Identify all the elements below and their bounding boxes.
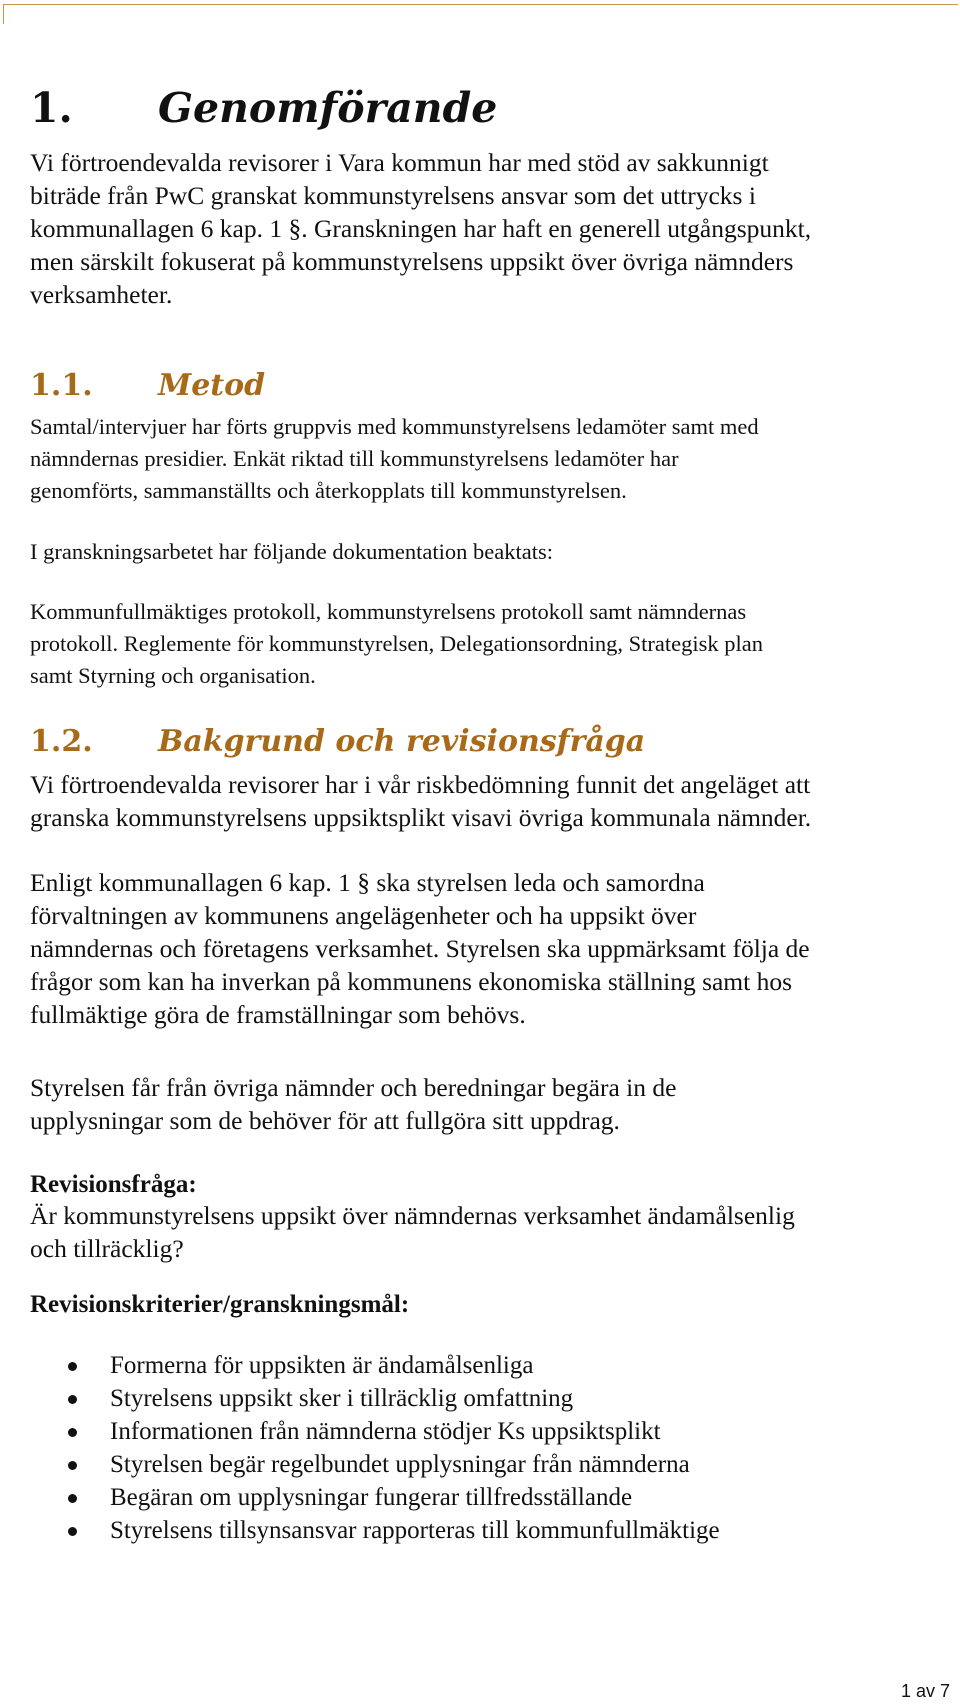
documentation-intro	[30, 536, 940, 568]
paragraph-line: men särskilt fokuserat på kommunstyrelsens uppsikt över övriga nämnders	[30, 247, 794, 276]
paragraph-line: verksamheter.	[30, 280, 173, 309]
paragraph-line: Enligt kommunallagen 6 kap. 1 § ska styrelsen leda och samordna	[30, 868, 705, 897]
criteria-item	[30, 1448, 940, 1481]
paragraph-line: Vi förtroendevalda revisorer har i vår riskbedömning funnit det angeläget att	[30, 770, 811, 799]
section-1-1-title: Metod	[158, 368, 266, 403]
section-1-1-number: 1.1.	[30, 368, 93, 403]
criteria-item	[30, 1514, 940, 1547]
header-rule-corner	[3, 4, 4, 24]
paragraph-line: förvaltningen av kommunens angelägenheter och ha uppsikt över	[30, 901, 697, 930]
paragraph-line: upplysningar som de behöver för att fullgöra sitt uppdrag.	[30, 1106, 620, 1135]
bullet-icon	[68, 1428, 77, 1437]
question-heading: Revisionsfråga:	[30, 1171, 197, 1198]
criteria-item-text: Formerna för uppsikten är ändamålsenliga	[110, 1352, 534, 1379]
section-1-1-heading	[30, 367, 940, 405]
bullet-icon	[68, 1494, 77, 1503]
criteria-list-container	[30, 1349, 940, 1547]
paragraph-line: nämndernas presidier. Enkät riktad till kommunstyrelsens ledamöter har	[30, 446, 679, 471]
background-paragraph	[30, 768, 940, 834]
paragraph-line: kommunallagen 6 kap. 1 §. Granskningen har haft en generell utgångspunkt,	[30, 214, 812, 243]
section-1-paragraph	[30, 146, 940, 311]
section-1-2-heading	[30, 723, 940, 761]
criteria-item	[30, 1349, 940, 1382]
criteria-item-text: Styrelsens tillsynsansvar rapporteras till kommunfullmäktige	[110, 1517, 720, 1544]
section-1-title: Genomförande	[158, 84, 498, 132]
criteria-item-text: Begäran om upplysningar fungerar tillfredsställande	[110, 1484, 633, 1511]
paragraph-line: fullmäktige göra de framställningar som behövs.	[30, 1000, 526, 1029]
bullet-icon	[68, 1527, 77, 1536]
paragraph-line: genomförts, sammanställts och återkopplats till kommunstyrelsen.	[30, 478, 627, 503]
bullet-icon	[68, 1461, 77, 1470]
information-paragraph	[30, 1071, 940, 1137]
page-number: 1 av 7	[900, 1681, 950, 1701]
paragraph-line: biträde från PwC granskat kommunstyrelsens ansvar som det uttrycks i	[30, 181, 756, 210]
criteria-item	[30, 1415, 940, 1448]
criteria-item-text: Styrelsens uppsikt sker i tillräcklig omfattning	[110, 1385, 574, 1412]
paragraph-line: Samtal/intervjuer har förts gruppvis med kommunstyrelsens ledamöter samt med	[30, 414, 759, 439]
paragraph-line: I granskningsarbetet har följande dokumentation beaktats:	[30, 539, 553, 564]
criteria-item	[30, 1481, 940, 1514]
section-1-number: 1.	[30, 84, 73, 132]
header-rule	[3, 4, 958, 5]
bullet-icon	[68, 1362, 77, 1371]
criteria-item	[30, 1382, 940, 1415]
criteria-item-text: Informationen från nämnderna stödjer Ks uppsiktsplikt	[110, 1418, 661, 1445]
paragraph-line: och tillräcklig?	[30, 1234, 184, 1263]
paragraph-line: protokoll. Reglemente för kommunstyrelsen, Delegationsordning, Strategisk plan	[30, 631, 763, 656]
paragraph-line: Kommunfullmäktiges protokoll, kommunstyrelsens protokoll samt nämndernas	[30, 599, 747, 624]
paragraph-line: samt Styrning och organisation.	[30, 663, 316, 688]
question-text	[30, 1199, 940, 1265]
paragraph-line: Är kommunstyrelsens uppsikt över nämndernas verksamhet ändamålsenlig	[30, 1201, 795, 1230]
bullet-icon	[68, 1395, 77, 1404]
section-1-heading	[30, 84, 940, 132]
paragraph-line: frågor som kan ha inverkan på kommunens ekonomiska ställning samt hos	[30, 967, 793, 996]
law-paragraph	[30, 866, 940, 1031]
paragraph-line: nämndernas och företagens verksamhet. Styrelsen ska uppmärksamt följa de	[30, 934, 810, 963]
method-paragraph	[30, 411, 940, 507]
criteria-heading: Revisionskriterier/granskningsmål:	[30, 1291, 410, 1318]
documentation-list-paragraph	[30, 596, 940, 692]
paragraph-line: Vi förtroendevalda revisorer i Vara kommun har med stöd av sakkunnigt	[30, 148, 769, 177]
paragraph-line: Styrelsen får från övriga nämnder och beredningar begära in de	[30, 1073, 677, 1102]
section-1-2-number: 1.2.	[30, 724, 93, 759]
section-1-2-title: Bakgrund och revisionsfråga	[158, 724, 646, 759]
criteria-item-text: Styrelsen begär regelbundet upplysningar från nämnderna	[110, 1451, 690, 1478]
paragraph-line: granska kommunstyrelsens uppsiktsplikt visavi övriga kommunala nämnder.	[30, 803, 812, 832]
criteria-list	[30, 1349, 940, 1547]
